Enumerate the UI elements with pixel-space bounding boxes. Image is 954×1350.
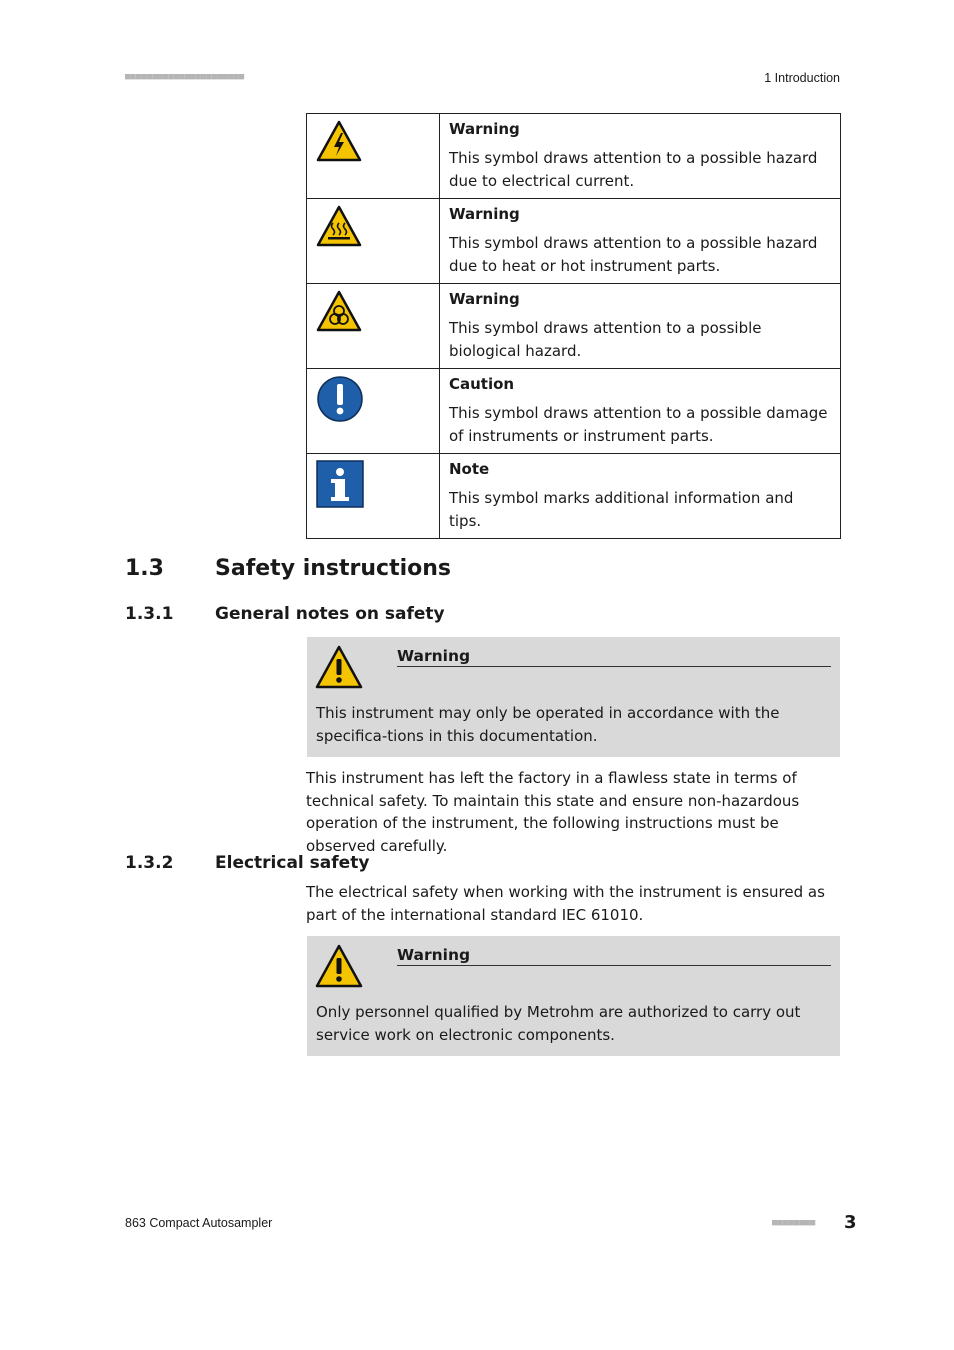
table-row <box>307 114 841 199</box>
symbol-description: This symbol draws attention to a possible damage of instruments or instrument parts. <box>449 404 828 445</box>
table-row <box>307 454 841 539</box>
section-heading <box>125 556 451 581</box>
info-icon <box>316 460 364 508</box>
symbol-title: Warning <box>449 205 520 223</box>
table-row <box>307 284 841 369</box>
subsection-title: Electrical safety <box>215 853 370 873</box>
electrical-hazard-icon <box>316 120 362 162</box>
warning-box-general <box>307 637 840 757</box>
subsection-heading-electrical <box>125 853 369 873</box>
warning-icon <box>315 944 363 988</box>
hot-surface-icon <box>316 205 362 247</box>
table-row <box>307 369 841 454</box>
symbol-description: This symbol draws attention to a possible hazard due to heat or hot instrument parts. <box>449 234 818 275</box>
header-decoration: ■■■■■■■■■■■■■■■■■■■■■■ <box>125 72 245 82</box>
page-number: 3 <box>844 1212 857 1233</box>
symbol-title: Warning <box>449 290 520 308</box>
symbol-description: This symbol marks additional information and tips. <box>449 489 794 530</box>
general-safety-paragraph: This instrument has left the factory in a flawless state in terms of technical safety. To maintain this state and ensure non-hazardous operation of the instrument, the following instructions must be observed carefully. <box>306 769 800 855</box>
warning-text: Only personnel qualified by Metrohm are authorized to carry out service work on electronic components. <box>316 1003 801 1044</box>
section-title: Safety instructions <box>215 556 451 581</box>
electrical-safety-paragraph: The electrical safety when working with the instrument is ensured as part of the international standard IEC 61010. <box>306 883 825 924</box>
warning-box-electrical <box>307 936 840 1056</box>
biohazard-icon <box>316 290 362 332</box>
chapter-title: 1 Introduction <box>764 71 840 85</box>
footer-decoration: ■■■■■■■■ <box>772 1218 816 1228</box>
symbols-table <box>306 113 841 539</box>
symbol-description: This symbol draws attention to a possible hazard due to electrical current. <box>449 149 818 190</box>
warning-title: Warning <box>397 946 831 966</box>
symbol-title: Note <box>449 460 490 478</box>
symbol-description: This symbol draws attention to a possible biological hazard. <box>449 319 762 360</box>
symbol-title: Caution <box>449 375 515 393</box>
section-number: 1.3 <box>125 556 164 581</box>
warning-text: This instrument may only be operated in accordance with the specifica-tions in this documentation. <box>316 704 780 745</box>
footer-product-name: 863 Compact Autosampler <box>125 1216 273 1230</box>
table-row <box>307 199 841 284</box>
subsection-title: General notes on safety <box>215 604 445 624</box>
caution-exclamation-icon <box>316 375 364 423</box>
subsection-number: 1.3.1 <box>125 604 174 624</box>
symbol-title: Warning <box>449 120 520 138</box>
warning-title: Warning <box>397 647 831 667</box>
warning-icon <box>315 645 363 689</box>
subsection-number: 1.3.2 <box>125 853 174 873</box>
subsection-heading-general <box>125 604 445 624</box>
